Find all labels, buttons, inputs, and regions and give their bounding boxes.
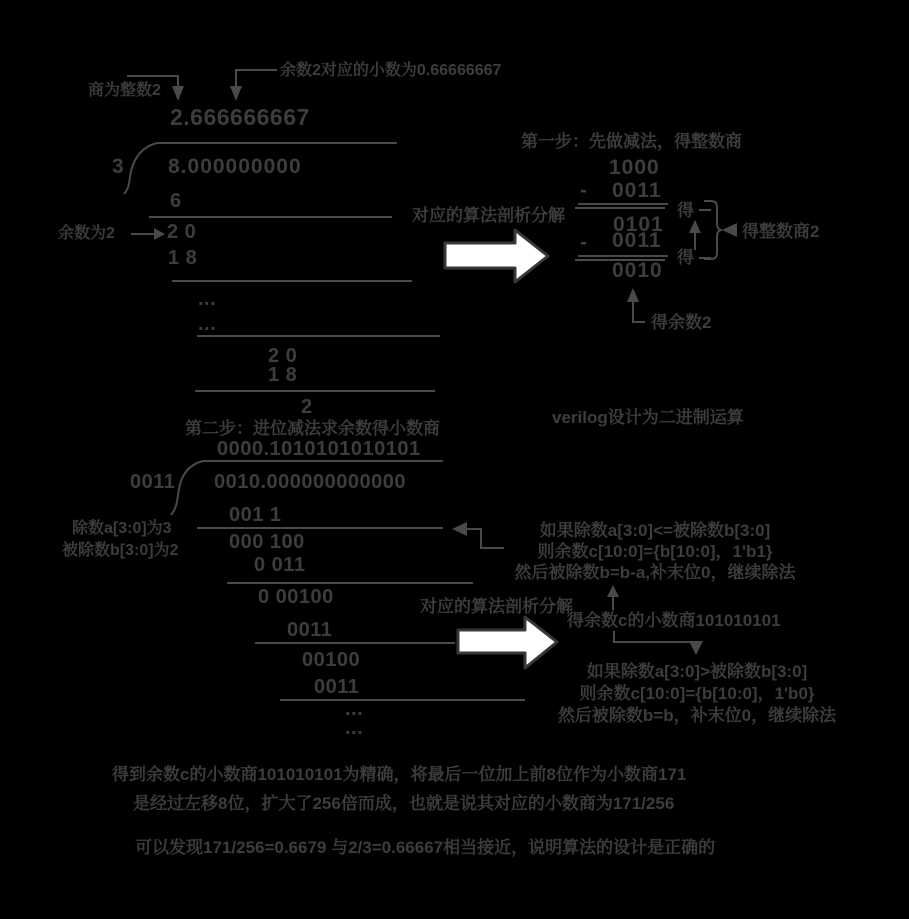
fraction-down-connector bbox=[614, 631, 695, 642]
step2-row-2: 000 100 bbox=[229, 531, 305, 553]
step2-quotient: 0000.1010101010101 bbox=[217, 438, 421, 460]
step1-subtrahend-2: 0011 bbox=[612, 229, 662, 252]
step2-divisor-label: 除数a[3:0]为3 bbox=[72, 520, 172, 537]
fraction-label-connector bbox=[236, 70, 277, 88]
step2-row-7: 0011 bbox=[314, 676, 360, 698]
decimal-row-1: 6 bbox=[170, 190, 182, 212]
decimal-division-curve bbox=[124, 143, 157, 194]
step2-divisor: 0011 bbox=[130, 471, 176, 493]
rule-gt-line-1: 如果除数a[3:0]>被除数b[3:0] bbox=[586, 662, 808, 681]
step2-dividend: 0010.000000000000 bbox=[214, 471, 407, 493]
rule-le-line-2: 则余数c[10:0]={b[10:0]，1'b1} bbox=[537, 542, 773, 561]
remainder-arrowhead-icon bbox=[154, 228, 165, 240]
step2-row-3: 0 011 bbox=[254, 554, 306, 576]
step1-remainder-up-arrowhead-icon bbox=[627, 288, 639, 302]
quotient-arrowhead-icon bbox=[172, 86, 184, 101]
step2-dividend-label: 被除数b[3:0]为2 bbox=[62, 542, 179, 559]
decimal-quotient-label: 商为整数2 bbox=[88, 82, 161, 99]
step1-diff-2: 0010 bbox=[612, 259, 663, 282]
decimal-row-6: 2 bbox=[301, 396, 313, 418]
step1-de-1: 得 bbox=[677, 201, 694, 220]
flow-arrow-1-icon bbox=[445, 230, 548, 282]
step1-mid-up-arrowhead-icon bbox=[689, 220, 701, 233]
step1-remainder-connector bbox=[633, 300, 645, 322]
rule-gt-line-3: 然后被除数b=b，补末位0，继续除法 bbox=[557, 706, 837, 725]
step2-division-curve bbox=[171, 461, 203, 515]
fraction-up-arrowhead-icon bbox=[607, 585, 619, 597]
decimal-quotient: 2.666666667 bbox=[170, 104, 310, 130]
conclusion-line-3: 可以发现171/256=0.6679 与2/3=0.66667相当接近，说明算法的设计是正确的 bbox=[135, 838, 716, 857]
decimal-dividend: 8.000000000 bbox=[168, 155, 302, 178]
decimal-row-2: 2 0 bbox=[167, 221, 197, 243]
step1-subtrahend-1: 0011 bbox=[612, 179, 662, 202]
arrow2-label: 对应的算法剖析分解 bbox=[420, 597, 573, 616]
step1-minuend: 1000 bbox=[609, 156, 660, 179]
step2-row-5: 0011 bbox=[287, 619, 333, 641]
fraction-arrowhead-icon bbox=[230, 86, 242, 101]
step1-de-2: 得 bbox=[677, 248, 694, 267]
step2-dots-1: ... bbox=[345, 698, 364, 720]
verilog-note: verilog设计为二进制运算 bbox=[552, 408, 744, 427]
step1-minus-1: - bbox=[580, 179, 588, 202]
step1-diff-1: 0101 bbox=[613, 213, 664, 236]
rule-gt-line-2: 则余数c[10:0]={b[10:0]，1'b0} bbox=[579, 684, 815, 703]
arrow1-label: 对应的算法剖析分解 bbox=[412, 206, 565, 225]
decimal-dots-1: ... bbox=[198, 288, 217, 310]
fraction-result-label: 得余数c的小数商101010101 bbox=[567, 611, 781, 630]
step1-int-quotient-label: 得整数商2 bbox=[742, 222, 820, 241]
step1-title: 第一步：先做减法，得整数商 bbox=[521, 132, 742, 151]
decimal-row-3: 1 8 bbox=[168, 247, 198, 269]
decimal-row-4: 2 0 bbox=[268, 345, 298, 367]
step1-brace-arrowhead-icon bbox=[722, 223, 737, 237]
decimal-dots-2: ... bbox=[198, 313, 217, 335]
rule-le-line-3: 然后被除数b=b-a,补末位0，继续除法 bbox=[514, 563, 796, 582]
decimal-fraction-label: 余数2对应的小数为0.66666667 bbox=[280, 62, 502, 79]
decimal-divisor: 3 bbox=[112, 155, 125, 178]
rule-le-line-1: 如果除数a[3:0]<=被除数b[3:0] bbox=[539, 521, 771, 540]
step1-minus-2: - bbox=[580, 231, 588, 254]
step1-remainder-label: 得余数2 bbox=[651, 313, 712, 332]
rule-gt-block bbox=[482, 661, 909, 727]
step2-row-1: 001 1 bbox=[229, 504, 282, 526]
step2-row-4: 0 00100 bbox=[258, 586, 334, 608]
decimal-remainder-label: 余数为2 bbox=[58, 225, 115, 242]
step2-dots-2: ... bbox=[345, 717, 364, 739]
rule-le-block bbox=[440, 520, 870, 583]
step2-row-6: 00100 bbox=[302, 649, 361, 671]
decimal-row-5: 1 8 bbox=[268, 364, 298, 386]
step2-title: 第二步：进位减法求余数得小数商 bbox=[185, 419, 440, 438]
fraction-down-arrowhead-icon bbox=[689, 641, 703, 655]
conclusion-line-2: 是经过左移8位，扩大了256倍而成，也就是说其对应的小数商为171/256 bbox=[133, 794, 675, 813]
conclusion-line-1: 得到余数c的小数商101010101为精确，将最后一位加上前8位作为小数商171 bbox=[112, 765, 687, 784]
